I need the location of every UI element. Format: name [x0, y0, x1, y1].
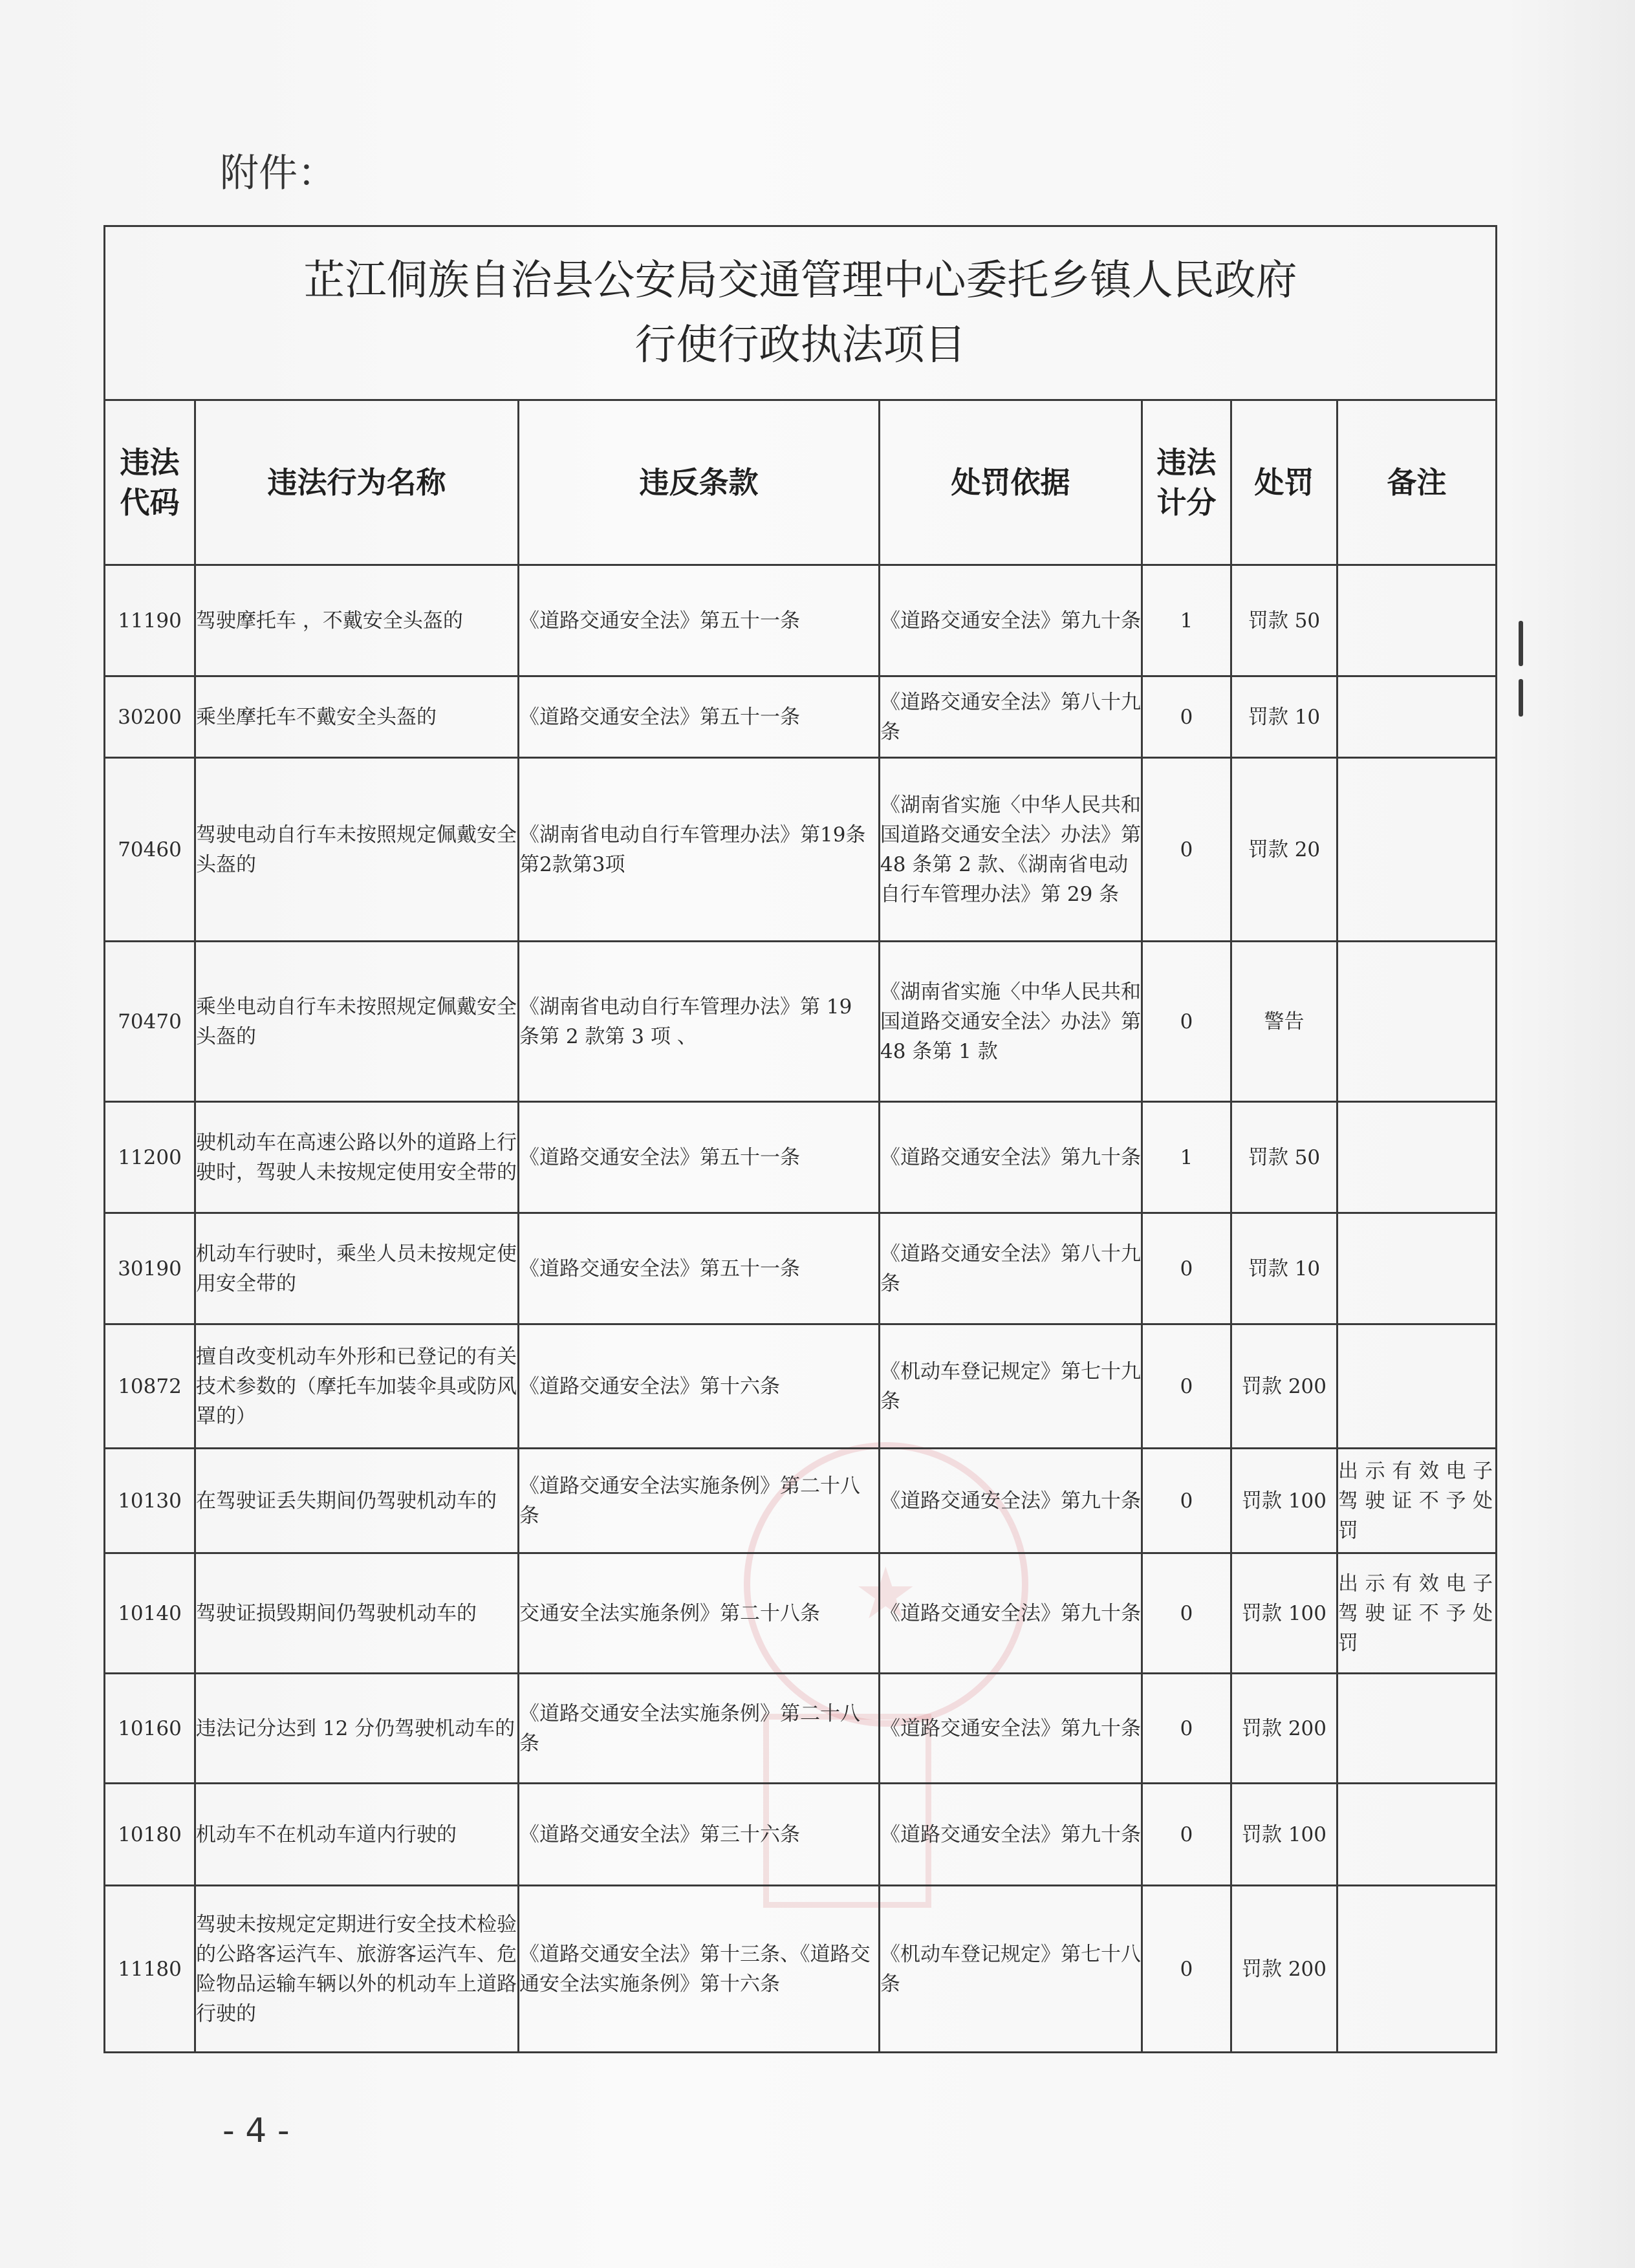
- cell-basis: 《湖南省实施〈中华人民共和国道路交通安全法〉办法》第 48 条第 2 款、《湖南省电动自行车管理办法》第 29 条: [880, 758, 1142, 942]
- table-row: [105, 1213, 1497, 1324]
- cell-code: 30200: [105, 676, 195, 758]
- cell-basis: 《道路交通安全法》第九十条: [880, 565, 1142, 676]
- cell-penalty: 警告: [1231, 942, 1337, 1102]
- cell-points: 0: [1142, 942, 1231, 1102]
- cell-basis: 《道路交通安全法》第八十九条: [880, 1213, 1142, 1324]
- title-line-1: 芷江侗族自治县公安局交通管理中心委托乡镇人民政府: [303, 257, 1297, 305]
- cell-note: [1337, 1886, 1497, 2053]
- table-row: [105, 1886, 1497, 2053]
- cell-basis: 《道路交通安全法》第九十条: [880, 1449, 1142, 1553]
- cell-clause: 《湖南省电动自行车管理办法》第19条第2款第3项: [519, 758, 880, 942]
- cell-code: 11200: [105, 1102, 195, 1213]
- cell-code: 10160: [105, 1674, 195, 1784]
- cell-code: 11190: [105, 565, 195, 676]
- table-row: [105, 1102, 1497, 1213]
- table-row: [105, 1449, 1497, 1553]
- header-name: 违法行为名称: [195, 400, 519, 565]
- cell-points: 0: [1142, 1674, 1231, 1784]
- seal-star-icon: ★: [854, 1552, 918, 1635]
- cell-points: 0: [1142, 1213, 1231, 1324]
- cell-code: 10140: [105, 1553, 195, 1674]
- table-row: [105, 758, 1497, 942]
- header-penalty: 处罚: [1231, 400, 1337, 565]
- cell-clause: 《道路交通安全法》第五十一条: [519, 1213, 880, 1324]
- cell-code: 70470: [105, 942, 195, 1102]
- cell-clause: 《湖南省电动自行车管理办法》第 19 条第 2 款第 3 项 、: [519, 942, 880, 1102]
- table-title: [105, 226, 1497, 400]
- cell-name: 乘坐电动自行车未按照规定佩戴安全头盔的: [195, 942, 519, 1102]
- table-row: [105, 942, 1497, 1102]
- cell-basis: 《道路交通安全法》第九十条: [880, 1553, 1142, 1674]
- table-row: [105, 676, 1497, 758]
- cell-name: 驾驶摩托车 ，不戴安全头盔的: [195, 565, 519, 676]
- cell-note: [1337, 758, 1497, 942]
- cell-note: [1337, 565, 1497, 676]
- attachment-label: 附件：: [220, 151, 336, 196]
- header-basis: 处罚依据: [880, 400, 1142, 565]
- cell-code: 10130: [105, 1449, 195, 1553]
- cell-code: 30190: [105, 1213, 195, 1324]
- cell-points: 0: [1142, 1784, 1231, 1886]
- staple-mark: [1519, 621, 1523, 666]
- cell-code: 70460: [105, 758, 195, 942]
- cell-clause: 交通安全法实施条例》第二十八条: [519, 1553, 880, 1674]
- cell-penalty: 罚款 100: [1231, 1553, 1337, 1674]
- cell-name: 驾驶未按规定定期进行安全技术检验的公路客运汽车、旅游客运汽车、危险物品运输车辆以外的机动车上道路行驶的: [195, 1886, 519, 2053]
- cell-penalty: 罚款 200: [1231, 1674, 1337, 1784]
- cell-points: 0: [1142, 1553, 1231, 1674]
- cell-note: [1337, 1674, 1497, 1784]
- cell-clause: 《道路交通安全法实施条例》第二十八条: [519, 1449, 880, 1553]
- cell-clause: 《道路交通安全法》第三十六条: [519, 1784, 880, 1886]
- cell-basis: 《道路交通安全法》第九十条: [880, 1674, 1142, 1784]
- cell-basis: 《道路交通安全法》第九十条: [880, 1102, 1142, 1213]
- cell-clause: 《道路交通安全法》第五十一条: [519, 1102, 880, 1213]
- cell-points: 1: [1142, 1102, 1231, 1213]
- table-row: [105, 1674, 1497, 1784]
- cell-name: 机动车行驶时，乘坐人员未按规定使用安全带的: [195, 1213, 519, 1324]
- cell-name: 擅自改变机动车外形和已登记的有关技术参数的（摩托车加装伞具或防风罩的）: [195, 1324, 519, 1449]
- cell-penalty: 罚款 200: [1231, 1324, 1337, 1449]
- cell-note: [1337, 1102, 1497, 1213]
- cell-penalty: 罚款 100: [1231, 1449, 1337, 1553]
- cell-penalty: 罚款 50: [1231, 565, 1337, 676]
- cell-points: 1: [1142, 565, 1231, 676]
- header-clause: 违反条款: [519, 400, 880, 565]
- cell-note: [1337, 1784, 1497, 1886]
- table-row: [105, 565, 1497, 676]
- cell-penalty: 罚款 50: [1231, 1102, 1337, 1213]
- cell-note: 出示有效电子驾驶证不予处罚: [1337, 1449, 1497, 1553]
- cell-basis: 《机动车登记规定》第七十九条: [880, 1324, 1142, 1449]
- cell-points: 0: [1142, 758, 1231, 942]
- cell-name: 乘坐摩托车不戴安全头盔的: [195, 676, 519, 758]
- cell-clause: 《道路交通安全法》第十六条: [519, 1324, 880, 1449]
- table-row: [105, 1784, 1497, 1886]
- cell-note: 出示有效电子驾驶证不予处罚: [1337, 1553, 1497, 1674]
- cell-clause: 《道路交通安全法》第五十一条: [519, 565, 880, 676]
- cell-note: [1337, 1213, 1497, 1324]
- cell-penalty: 罚款 10: [1231, 676, 1337, 758]
- cell-code: 11180: [105, 1886, 195, 2053]
- cell-points: 0: [1142, 1449, 1231, 1553]
- cell-basis: 《机动车登记规定》第七十八条: [880, 1886, 1142, 2053]
- cell-points: 0: [1142, 1886, 1231, 2053]
- table-row: [105, 1553, 1497, 1674]
- cell-basis: 《道路交通安全法》第九十条: [880, 1784, 1142, 1886]
- cell-name: 驾驶电动自行车未按照规定佩戴安全头盔的: [195, 758, 519, 942]
- cell-name: 机动车不在机动车道内行驶的: [195, 1784, 519, 1886]
- cell-points: 0: [1142, 676, 1231, 758]
- cell-note: [1337, 942, 1497, 1102]
- cell-code: 10180: [105, 1784, 195, 1886]
- cell-name: 违法记分达到 12 分仍驾驶机动车的: [195, 1674, 519, 1784]
- cell-penalty: 罚款 200: [1231, 1886, 1337, 2053]
- cell-name: 在驾驶证丢失期间仍驾驶机动车的: [195, 1449, 519, 1553]
- cell-note: [1337, 676, 1497, 758]
- cell-points: 0: [1142, 1324, 1231, 1449]
- cell-penalty: 罚款 20: [1231, 758, 1337, 942]
- enforcement-items-table: [103, 225, 1497, 2053]
- cell-basis: 《湖南省实施〈中华人民共和国道路交通安全法〉办法》第 48 条第 1 款: [880, 942, 1142, 1102]
- cell-note: [1337, 1324, 1497, 1449]
- cell-name: 驶机动车在高速公路以外的道路上行驶时，驾驶人未按规定使用安全带的: [195, 1102, 519, 1213]
- cell-name: 驾驶证损毁期间仍驾驶机动车的: [195, 1553, 519, 1674]
- table-row: [105, 1324, 1497, 1449]
- cell-clause: 《道路交通安全法》第五十一条: [519, 676, 880, 758]
- page-number: - 4 -: [222, 2111, 290, 2150]
- cell-clause: 《道路交通安全法》第十三条、《道路交通安全法实施条例》第十六条: [519, 1886, 880, 2053]
- header-points: 违法计分: [1142, 400, 1231, 565]
- cell-penalty: 罚款 100: [1231, 1784, 1337, 1886]
- cell-code: 10872: [105, 1324, 195, 1449]
- title-line-2: 行使行政执法项目: [634, 321, 966, 369]
- header-code: 违法代码: [105, 400, 195, 565]
- header-note: 备注: [1337, 400, 1497, 565]
- staple-mark: [1519, 679, 1523, 717]
- cell-basis: 《道路交通安全法》第八十九条: [880, 676, 1142, 758]
- header-row: [105, 400, 1497, 565]
- cell-penalty: 罚款 10: [1231, 1213, 1337, 1324]
- cell-clause: 《道路交通安全法实施条例》第二十八条: [519, 1674, 880, 1784]
